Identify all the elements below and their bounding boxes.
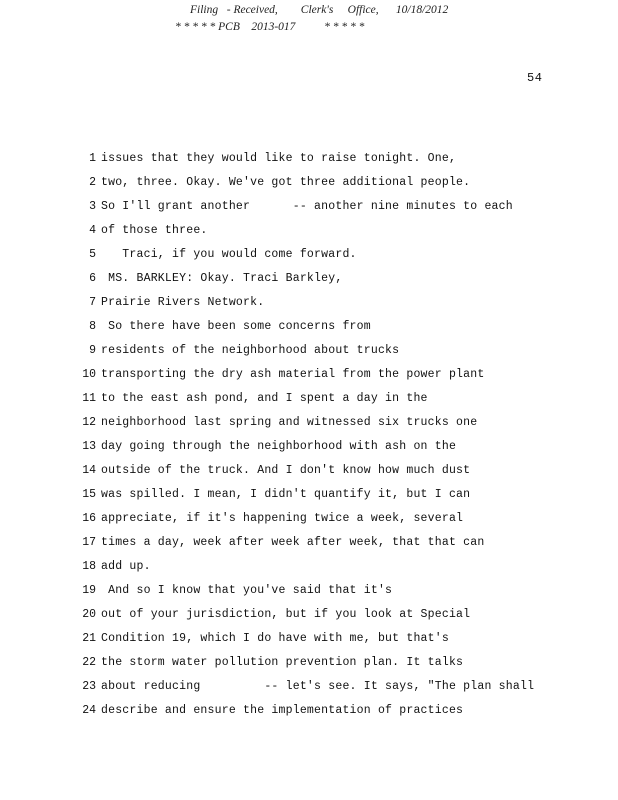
line-number: 21 [82,632,96,645]
line-text: MS. BARKLEY: Okay. Traci Barkley, [101,272,343,285]
line-text: neighborhood last spring and witnessed six trucks one [101,416,478,429]
line-text: outside of the truck. And I don't know how much dust [101,464,471,477]
line-text: the storm water pollution prevention plan. It talks [101,656,464,669]
transcript-line [80,703,463,719]
line-number: 1 [89,152,96,165]
line-text: times a day, week after week after week, that that can [101,536,485,549]
line-text: was spilled. I mean, I didn't quantify it, but I can [101,488,471,501]
line-text: So I'll grant another -- another nine minutes to each [101,200,513,213]
transcript-line [80,199,513,215]
line-text: So there have been some concerns from [101,320,371,333]
line-number: 22 [82,656,96,669]
line-number: 14 [82,464,96,477]
line-number: 4 [89,224,96,237]
line-number: 13 [82,440,96,453]
page-number: 54 [527,71,543,85]
line-number: 20 [82,608,96,621]
transcript-line [80,367,484,383]
transcript-line [80,487,470,503]
filing-stamp-line-2: * * * * * PCB 2013-017 * * * * * [175,21,365,33]
transcript-line [80,223,208,239]
transcript-line [80,439,456,455]
transcript-line [80,463,470,479]
transcript-line [80,607,470,623]
line-number: 19 [82,584,96,597]
line-number: 9 [89,344,96,357]
line-number: 12 [82,416,96,429]
line-text: of those three. [101,224,208,237]
line-number: 7 [89,296,96,309]
line-text: Prairie Rivers Network. [101,296,265,309]
line-text: describe and ensure the implementation of practices [101,704,464,717]
filing-stamp-line-1: Filing - Received, Clerk's Office, 10/18/2012 [190,4,449,16]
transcript-line [80,247,357,263]
line-text: two, three. Okay. We've got three additional people. [101,176,471,189]
line-text: to the east ash pond, and I spent a day in the [101,392,428,405]
transcript-line [80,535,484,551]
line-text: about reducing -- let's see. It says, "The plan shall [101,680,535,693]
line-number: 15 [82,488,96,501]
line-text: out of your jurisdiction, but if you look at Special [101,608,471,621]
line-number: 8 [89,320,96,333]
line-number: 3 [89,200,96,213]
transcript-line [80,415,477,431]
transcript-line [80,559,151,575]
transcript-line [80,631,449,647]
line-number: 16 [82,512,96,525]
line-text: appreciate, if it's happening twice a week, several [101,512,464,525]
line-number: 2 [89,176,96,189]
line-text: residents of the neighborhood about trucks [101,344,400,357]
line-text: transporting the dry ash material from the power plant [101,368,485,381]
line-number: 10 [82,368,96,381]
transcript-line [80,271,342,287]
transcript-line [80,679,534,695]
transcript-line [80,583,392,599]
transcript-line [80,151,456,167]
line-text: Condition 19, which I do have with me, but that's [101,632,449,645]
transcript-line [80,511,463,527]
transcript-line [80,655,463,671]
line-text: Traci, if you would come forward. [101,248,357,261]
line-number: 18 [82,560,96,573]
line-text: add up. [101,560,151,573]
line-text: issues that they would like to raise tonight. One, [101,152,457,165]
line-number: 11 [82,392,96,405]
transcript-line [80,343,399,359]
transcript-line [80,295,264,311]
transcript-line [80,391,428,407]
line-text: day going through the neighborhood with ash on the [101,440,457,453]
line-text: And so I know that you've said that it's [101,584,393,597]
line-number: 17 [82,536,96,549]
line-number: 5 [89,248,96,261]
line-number: 6 [89,272,96,285]
transcript-line [80,319,371,335]
transcript-line [80,175,470,191]
line-number: 24 [82,704,96,717]
line-number: 23 [82,680,96,693]
